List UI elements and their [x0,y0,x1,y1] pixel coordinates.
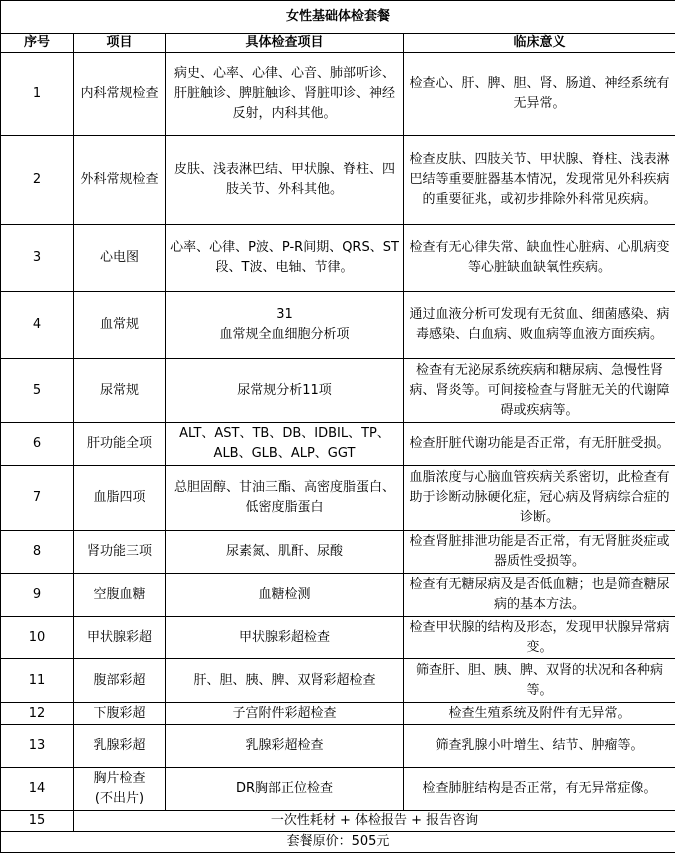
row-no: 9 [1,574,74,617]
row-detail: DR胸部正位检查 [166,768,404,811]
table-row [1,359,675,423]
row-meaning: 检查心、肝、脾、胆、肾、肠道、神经系统有无异常。 [404,53,675,136]
row-item: 血常规 [74,292,166,359]
row-no: 13 [1,725,74,768]
row-no: 1 [1,53,74,136]
table-row [1,292,675,359]
row-detail: 皮肤、浅表淋巴结、甲状腺、脊柱、四肢关节、外科其他。 [166,136,404,225]
row-detail: 甲状腺彩超检查 [166,617,404,659]
row-detail: 31 血常规全血细胞分析项 [166,292,404,359]
table-row [1,574,675,617]
header-item: 项目 [74,34,166,53]
row-no: 7 [1,466,74,531]
table-row [1,659,675,703]
row-item: 腹部彩超 [74,659,166,703]
header-detail: 具体检查项目 [166,34,404,53]
row-item: 空腹血糖 [74,574,166,617]
row-meaning: 检查皮肤、四肢关节、甲状腺、脊柱、浅表淋巴结等重要脏器基本情况，发现常见外科疾病的重要征兆，或初步排除外科常见疾病。 [404,136,675,225]
row-meaning: 检查有无糖尿病及是否低血糖；也是筛查糖尿病的基本方法。 [404,574,675,617]
row-no: 11 [1,659,74,703]
row-item: 胸片检查 (不出片) [74,768,166,811]
row-meaning: 筛查乳腺小叶增生、结节、肿瘤等。 [404,725,675,768]
row-meaning: 血脂浓度与心脑血管疾病关系密切，此检查有助于诊断动脉硬化症，冠心病及肾病综合症的诊断。 [404,466,675,531]
row-detail: 子宫附件彩超检查 [166,703,404,725]
row-meaning: 筛查肝、胆、胰、脾、双肾的状况和各种病等。 [404,659,675,703]
row-detail: 心率、心律、P波、P-R间期、QRS、ST段、T波、电轴、节律。 [166,225,404,292]
table-row [1,725,675,768]
table-title: 女性基础体检套餐 [1,1,675,34]
row-meaning: 检查肾脏排泄功能是否正常，有无肾脏炎症或器质性受损等。 [404,531,675,574]
row-item: 尿常规 [74,359,166,423]
row-detail: 肝、胆、胰、脾、双肾彩超检查 [166,659,404,703]
row-detail: 乳腺彩超检查 [166,725,404,768]
row-no: 6 [1,423,74,466]
row-meaning: 检查肺脏结构是否正常，有无异常症像。 [404,768,675,811]
table-row [1,617,675,659]
row-detail: 病史、心率、心律、心音、肺部听诊、肝脏触诊、脾脏触诊、肾脏叩诊、神经反射，内科其他。 [166,53,404,136]
row-item: 血脂四项 [74,466,166,531]
table-row [1,423,675,466]
row-no: 5 [1,359,74,423]
row-no: 14 [1,768,74,811]
row-item: 内科常规检查 [74,53,166,136]
row-no: 10 [1,617,74,659]
table-row [1,466,675,531]
row-item: 下腹彩超 [74,703,166,725]
row-consumables: 一次性耗材 + 体检报告 + 报告咨询 [74,811,675,832]
row-no: 2 [1,136,74,225]
row-meaning: 检查有无心律失常、缺血性心脏病、心肌病变等心脏缺血缺氧性疾病。 [404,225,675,292]
row-no: 15 [1,811,74,832]
row-no: 8 [1,531,74,574]
row-detail: 尿素氮、肌酐、尿酸 [166,531,404,574]
row-item: 乳腺彩超 [74,725,166,768]
table-row [1,136,675,225]
row-item: 外科常规检查 [74,136,166,225]
row-item: 肝功能全项 [74,423,166,466]
row-meaning: 检查甲状腺的结构及形态，发现甲状腺异常病变。 [404,617,675,659]
table-row [1,225,675,292]
row-detail: 总胆固醇、甘油三酯、高密度脂蛋白、低密度脂蛋白 [166,466,404,531]
row-meaning: 检查肝脏代谢功能是否正常，有无肝脏受损。 [404,423,675,466]
table-row [1,703,675,725]
header-meaning: 临床意义 [404,34,675,53]
row-item: 甲状腺彩超 [74,617,166,659]
table-row [1,811,675,832]
row-meaning: 检查生殖系统及附件有无异常。 [404,703,675,725]
table-row [1,53,675,136]
row-meaning: 检查有无泌尿系统疾病和糖尿病、急慢性肾病、肾炎等。可间接检查与肾脏无关的代谢障碍或疾病等。 [404,359,675,423]
row-meaning: 通过血液分析可发现有无贫血、细菌感染、病毒感染、白血病、败血病等血液方面疾病。 [404,292,675,359]
row-no: 12 [1,703,74,725]
row-item: 肾功能三项 [74,531,166,574]
row-detail: 血糖检测 [166,574,404,617]
header-no: 序号 [1,34,74,53]
row-no: 3 [1,225,74,292]
row-detail: ALT、AST、TB、DB、IDBIL、TP、ALB、GLB、ALP、GGT [166,423,404,466]
row-item: 心电图 [74,225,166,292]
package-price: 套餐原价：505元 [1,832,675,853]
row-no: 4 [1,292,74,359]
header-row [1,34,675,53]
footer-row [1,832,675,853]
table-row [1,768,675,811]
table-row [1,531,675,574]
row-detail: 尿常规分析11项 [166,359,404,423]
